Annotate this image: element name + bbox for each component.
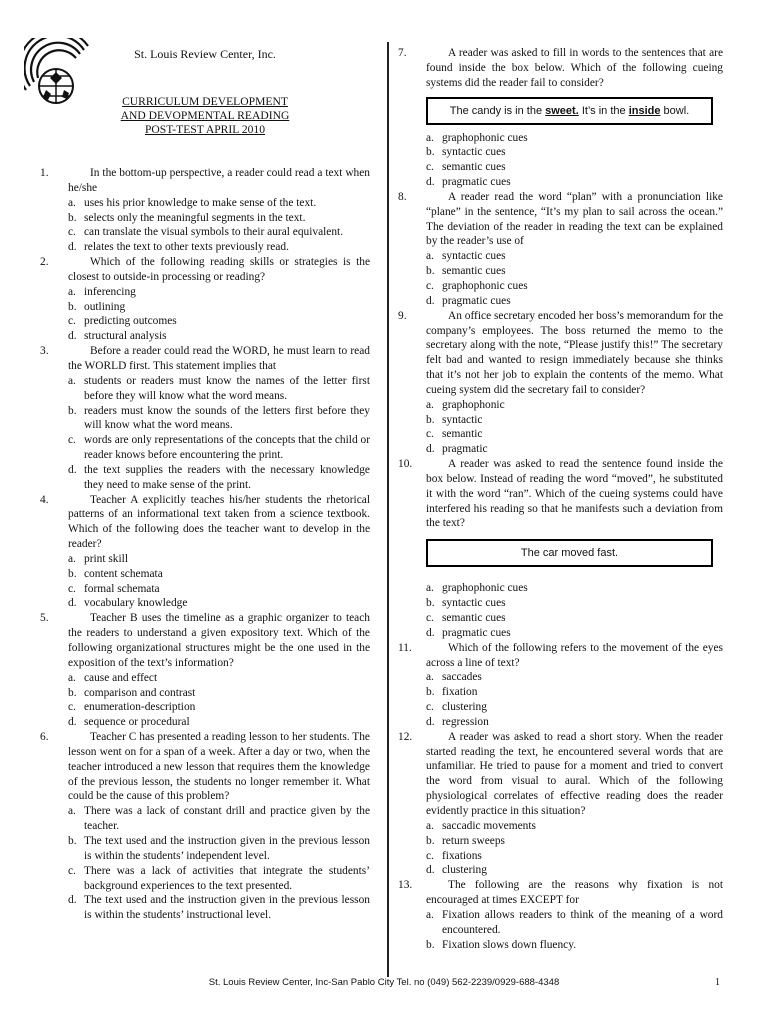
option-text: pragmatic — [442, 443, 488, 456]
question-text: A reader was asked to read the sentence found inside the box below. Instead of reading the word “moved”, he substituted it with the word “ran”. Which of the cueing systems could have interfered his reading so that he manifests such a deviation from the text? — [426, 458, 723, 530]
option-text: predicting outcomes — [84, 315, 177, 328]
option-letter: d. — [68, 597, 77, 610]
option-letter: d. — [426, 294, 435, 307]
answer-option — [40, 404, 370, 434]
question-stem — [398, 878, 723, 908]
option-text: structural analysis — [84, 330, 167, 343]
option-letter: c. — [426, 849, 434, 862]
answer-option — [40, 834, 370, 864]
question-item — [40, 493, 370, 612]
option-text: clustering — [442, 864, 487, 877]
option-text: vocabulary knowledge — [84, 597, 188, 610]
answer-option — [40, 211, 370, 226]
option-text: regression — [442, 715, 489, 728]
question-item — [398, 641, 723, 730]
option-text: graphophonic cues — [442, 279, 528, 292]
option-letter: b. — [68, 567, 77, 580]
question-stem — [40, 344, 370, 374]
question-stem — [40, 611, 370, 670]
question-item — [40, 166, 370, 255]
question-text: The following are the reasons why fixation is not encouraged at times EXCEPT for — [426, 879, 723, 907]
option-letter: b. — [426, 834, 435, 847]
question-item — [40, 344, 370, 492]
option-text: graphophonic — [442, 398, 505, 411]
option-text: selects only the meaningful segments in the text. — [84, 211, 306, 224]
question-text: An office secretary encoded her boss’s memorandum for the company’s employees. The boss returned the memo to the secretary along with the note, “Please justify this!” The secretary felt bad and wanted to resign immediately because she thinks that it’s not her job to explain the contents of the memo. What cueing system did the secretary fail to consider? — [426, 309, 723, 396]
option-text: graphophonic cues — [442, 582, 528, 595]
option-text: return sweeps — [442, 834, 505, 847]
answer-option — [398, 819, 723, 834]
answer-option — [40, 567, 370, 582]
option-letter: d. — [426, 626, 435, 639]
option-text: semantic cues — [442, 612, 506, 624]
option-text: syntactic cues — [442, 597, 506, 610]
answer-option — [398, 145, 723, 160]
option-letter: c. — [68, 864, 76, 877]
option-text: content schemata — [84, 567, 163, 580]
option-text: uses his prior knowledge to make sense of the text. — [84, 196, 317, 209]
answer-option — [398, 294, 723, 309]
option-text: There was a lack of constant drill and practice given by the teacher. — [84, 805, 370, 833]
option-letter: b. — [68, 404, 77, 417]
option-text: graphophonic cues — [442, 131, 528, 144]
option-letter: b. — [426, 597, 435, 610]
question-number: 2. — [40, 256, 49, 269]
option-letter: b. — [68, 834, 77, 847]
option-letter: c. — [68, 434, 76, 447]
question-number: 12. — [398, 730, 413, 743]
answer-option — [40, 240, 370, 255]
option-text: clustering — [442, 701, 487, 714]
option-letter: d. — [68, 241, 77, 254]
answer-option — [398, 670, 723, 685]
answer-option — [40, 196, 370, 211]
answer-option — [40, 285, 370, 300]
answer-option — [398, 715, 723, 730]
answer-option — [40, 686, 370, 701]
option-text: readers must know the sounds of the letters first before they will know what the word means. — [84, 404, 370, 432]
sentence-box: The candy is in the sweet. It’s in the inside bowl. — [426, 97, 713, 125]
question-item — [398, 457, 723, 641]
right-column — [398, 46, 723, 952]
question-number: 9. — [398, 309, 407, 322]
answer-option — [398, 249, 723, 264]
option-letter: a. — [68, 671, 76, 684]
option-letter: d. — [426, 864, 435, 877]
option-text: sequence or procedural — [84, 716, 190, 729]
answer-option — [398, 685, 723, 700]
option-letter: b. — [426, 938, 435, 951]
question-item — [40, 255, 370, 344]
question-text: Teacher C has presented a reading lesson to her students. The lesson went on for a span of a week. After a day or two, when the teacher introduced a new lesson that requires them the knowledge of the previous lesson, the students no longer remember it. What could be the cause of this problem? — [68, 731, 370, 803]
answer-option — [40, 804, 370, 834]
left-column — [40, 166, 370, 923]
answer-option — [398, 700, 723, 715]
answer-option — [398, 908, 723, 938]
option-letter: a. — [68, 805, 76, 818]
option-text: students or readers must know the names of the letter first before they will know what the word means. — [84, 374, 370, 402]
option-text: enumeration-description — [84, 701, 196, 714]
answer-option — [398, 581, 723, 596]
option-text: saccades — [442, 671, 482, 684]
answer-option — [40, 329, 370, 344]
sentence-box: The car moved fast. — [426, 539, 713, 567]
answer-option — [398, 427, 723, 442]
answer-option — [398, 160, 723, 175]
option-text: semantic — [442, 428, 483, 441]
question-stem — [398, 730, 723, 819]
option-text: can translate the visual symbols to their aural equivalent. — [84, 226, 344, 239]
question-number: 1. — [40, 167, 49, 179]
option-text: the text supplies the readers with the necessary knowledge they need to make sense of the print. — [84, 463, 370, 491]
title-line: AND DEVOPMENTAL READING — [120, 109, 290, 122]
question-text: A reader was asked to read a short story. When the reader started reading the text, he encountered several words that are unfamiliar. He tried to pause for a moment and tried to convert the word from visual to aural. Which of the following physiological correlates of effective reading does the reader evidently practice in this situation? — [426, 730, 723, 817]
option-letter: d. — [68, 330, 77, 343]
question-stem — [40, 255, 370, 285]
option-letter: a. — [426, 671, 434, 684]
option-letter: d. — [68, 463, 77, 476]
option-letter: b. — [426, 146, 435, 159]
option-text: formal schemata — [84, 582, 160, 595]
answer-option — [398, 849, 723, 864]
option-text: inferencing — [84, 285, 136, 298]
option-text: There was a lack of activities that integrate the students’ background experiences to the text presented. — [84, 864, 370, 892]
question-number: 6. — [40, 731, 49, 744]
question-item — [40, 611, 370, 730]
answer-option — [398, 863, 723, 878]
underlined-word: inside — [628, 104, 661, 117]
option-letter: d. — [68, 716, 77, 729]
question-number: 7. — [398, 47, 407, 59]
answer-option — [398, 398, 723, 413]
option-letter: c. — [426, 279, 434, 292]
option-letter: a. — [426, 819, 434, 832]
option-letter: c. — [68, 226, 76, 239]
question-item — [398, 878, 723, 952]
option-letter: a. — [68, 285, 76, 298]
option-text: pragmatic cues — [442, 176, 511, 189]
question-item — [40, 730, 370, 923]
option-letter: a. — [426, 131, 434, 144]
option-letter: a. — [426, 250, 434, 263]
question-number: 5. — [40, 612, 49, 625]
question-stem — [398, 641, 723, 671]
option-text: comparison and contrast — [84, 686, 196, 699]
answer-option — [40, 225, 370, 240]
option-text: Fixation allows readers to think of the meaning of a word encountered. — [442, 908, 723, 936]
question-item — [398, 190, 723, 309]
question-number: 8. — [398, 190, 407, 203]
option-text: fixations — [442, 849, 482, 862]
question-stem — [40, 493, 370, 552]
option-text: semantic cues — [442, 161, 506, 174]
answer-option — [40, 552, 370, 567]
question-text: Which of the following refers to the movement of the eyes across a line of text? — [426, 641, 723, 669]
question-text: Before a reader could read the WORD, he must learn to read the WORLD first. This statement implies that — [68, 345, 370, 372]
answer-option — [398, 834, 723, 849]
answer-option — [40, 433, 370, 463]
answer-option — [398, 413, 723, 428]
question-item — [398, 309, 723, 457]
option-text: syntactic cues — [442, 250, 506, 263]
answer-option — [398, 175, 723, 190]
page-number: 1 — [715, 977, 720, 988]
option-letter: c. — [68, 315, 76, 328]
option-letter: c. — [68, 582, 76, 595]
answer-option — [398, 131, 723, 146]
answer-option — [40, 864, 370, 894]
option-text: outlining — [84, 300, 126, 313]
question-text: In the bottom-up perspective, a reader could read a text when he/she — [68, 167, 370, 194]
question-stem — [398, 190, 723, 249]
answer-option — [398, 626, 723, 641]
option-letter: c. — [426, 428, 434, 441]
option-text: pragmatic cues — [442, 626, 511, 639]
option-letter: a. — [68, 196, 76, 209]
option-letter: b. — [426, 265, 435, 278]
answer-option — [40, 671, 370, 686]
question-number: 11. — [398, 641, 412, 654]
option-text: The text used and the instruction given in the previous lesson is within the students’ instructional level. — [84, 894, 370, 922]
option-letter: b. — [426, 413, 435, 426]
question-stem — [398, 46, 723, 91]
option-text: fixation — [442, 686, 478, 699]
question-stem — [398, 309, 723, 398]
question-text: Which of the following reading skills or strategies is the closest to outside-in processing or reading? — [68, 256, 370, 283]
underlined-word: sweet. — [545, 104, 579, 117]
option-letter: a. — [68, 552, 76, 565]
option-letter: c. — [426, 701, 434, 714]
question-text: A reader read the word “plan” with a pronunciation like “plane” in the sentence, “It’s my plan to sail across the ocean.” The deviation of the reader in reading the text can be explained by the reader’s use of — [426, 190, 723, 248]
option-text: Fixation slows down fluency. — [442, 938, 577, 951]
option-letter: a. — [426, 582, 434, 595]
answer-option — [398, 279, 723, 294]
question-text: A reader was asked to fill in words to the sentences that are found inside the box below. Which of the following cueing systems did the reader fail to consider? — [426, 47, 723, 89]
answer-option — [398, 596, 723, 611]
option-text: cause and effect — [84, 671, 158, 684]
question-stem — [40, 730, 370, 804]
question-number: 10. — [398, 458, 413, 471]
option-text: The text used and the instruction given in the previous lesson is within the students’ independent level. — [84, 834, 370, 862]
question-text: Teacher B uses the timeline as a graphic organizer to teach the readers to understand a given expository text. Which of the following organizational structures might be the one used in the exposition of the text’s information? — [68, 612, 370, 669]
option-letter: a. — [426, 908, 434, 921]
option-text: syntactic cues — [442, 146, 506, 159]
question-item — [398, 730, 723, 878]
answer-option — [40, 300, 370, 315]
option-letter: d. — [68, 894, 77, 907]
answer-option — [398, 442, 723, 457]
test-title — [40, 95, 370, 137]
question-stem — [40, 166, 370, 196]
answer-option — [40, 700, 370, 715]
option-letter: b. — [426, 686, 435, 699]
option-letter: d. — [426, 176, 435, 189]
option-text: print skill — [84, 552, 128, 565]
option-letter: b. — [68, 686, 77, 699]
question-number: 4. — [40, 493, 49, 506]
answer-option — [40, 463, 370, 493]
answer-option — [398, 938, 723, 953]
column-divider — [387, 42, 389, 977]
option-letter: a. — [68, 374, 76, 387]
option-text: relates the text to other texts previously read. — [84, 241, 289, 254]
option-text: words are only representations of the concepts that the child or reader knows before encountering the print. — [84, 434, 370, 462]
org-name: St. Louis Review Center, Inc. — [134, 47, 276, 61]
option-text: syntactic — [442, 413, 483, 426]
title-line: CURRICULUM DEVELOPMENT — [122, 95, 288, 108]
option-letter: d. — [426, 715, 435, 728]
option-letter: b. — [68, 300, 77, 313]
option-letter: c. — [426, 612, 434, 624]
question-text: Teacher A explicitly teaches his/her students the rhetorical patterns of an informational text taken from a science textbook. Which of the following does the teacher want to develop in the reader? — [68, 493, 370, 551]
question-item — [398, 46, 723, 190]
answer-option — [40, 893, 370, 923]
footer-text: St. Louis Review Center, Inc-San Pablo City Tel. no (049) 562-2239/0929-688-4348 — [208, 977, 560, 988]
answer-option — [398, 611, 723, 626]
option-letter: c. — [426, 161, 434, 174]
answer-option — [40, 596, 370, 611]
question-number: 13. — [398, 879, 413, 892]
option-letter: c. — [68, 701, 76, 714]
title-line: POST-TEST APRIL 2010 — [144, 123, 266, 136]
answer-option — [40, 374, 370, 404]
question-stem — [398, 457, 723, 531]
option-letter: a. — [426, 398, 434, 411]
answer-option — [398, 264, 723, 279]
answer-option — [40, 582, 370, 597]
option-letter: d. — [426, 443, 435, 456]
answer-option — [40, 314, 370, 329]
option-text: saccadic movements — [442, 819, 536, 832]
question-number: 3. — [40, 345, 49, 358]
option-text: semantic cues — [442, 265, 506, 278]
answer-option — [40, 715, 370, 730]
option-letter: b. — [68, 211, 77, 224]
option-text: pragmatic cues — [442, 294, 511, 307]
